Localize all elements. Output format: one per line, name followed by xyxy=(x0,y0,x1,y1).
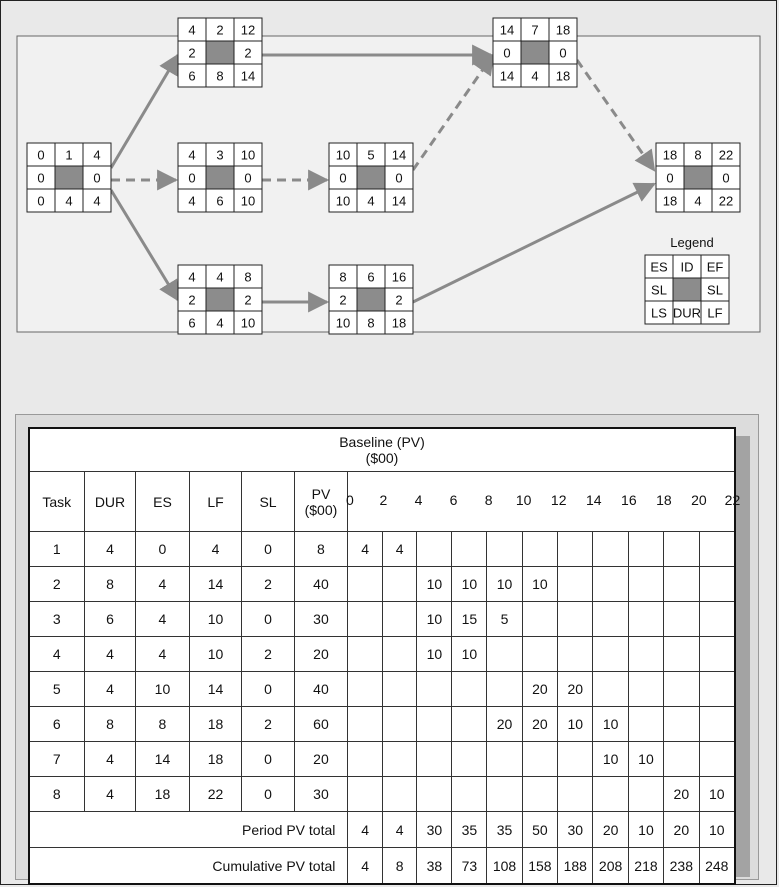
node-n7-sl-l: 0 xyxy=(503,45,511,61)
period-cell xyxy=(522,637,557,672)
sl-cell: 2 xyxy=(242,637,294,672)
period-total-cell: 20 xyxy=(664,812,699,848)
period-cell: 10 xyxy=(452,567,487,602)
period-cell xyxy=(628,602,663,637)
node-n2 xyxy=(178,18,262,87)
node-start-ef: 4 xyxy=(93,147,101,163)
period-total-cell: 4 xyxy=(348,812,383,848)
period-cell: 4 xyxy=(382,532,417,567)
col-header-lf: LF xyxy=(189,472,242,532)
node-n8-ls: 18 xyxy=(662,193,678,209)
period-total-cell: 30 xyxy=(558,812,593,848)
period-cell xyxy=(522,777,557,812)
period-cell: 5 xyxy=(487,602,522,637)
cumulative-total-cell: 108 xyxy=(487,848,522,885)
period-cell xyxy=(664,742,699,777)
period-cell xyxy=(593,637,628,672)
period-cell xyxy=(382,602,417,637)
period-cell xyxy=(452,742,487,777)
period-cell xyxy=(699,532,735,567)
period-cell xyxy=(664,707,699,742)
table-title-line1: Baseline (PV) xyxy=(339,434,425,450)
period-cell: 10 xyxy=(487,567,522,602)
period-cell xyxy=(699,672,735,707)
pv-cell: 8 xyxy=(294,532,348,567)
pv-cell: 30 xyxy=(294,777,348,812)
legend-id-cell xyxy=(673,278,701,301)
node-n7-ef: 18 xyxy=(555,22,571,38)
period-cell xyxy=(628,532,663,567)
period-cell: 10 xyxy=(593,742,628,777)
legend-ef: EF xyxy=(706,259,724,275)
node-start-ls: 0 xyxy=(37,193,45,209)
node-n2-ef: 12 xyxy=(240,22,256,38)
sl-cell: 0 xyxy=(242,742,294,777)
node-n8-sl-l: 0 xyxy=(666,170,674,186)
node-n4-sl-r: 2 xyxy=(244,292,252,308)
node-start xyxy=(27,143,111,212)
period-cell xyxy=(664,637,699,672)
node-n4-lf: 10 xyxy=(240,315,256,331)
period-cell xyxy=(487,532,522,567)
cumulative-total-cell: 238 xyxy=(664,848,699,885)
node-n6-dur: 8 xyxy=(367,315,375,331)
node-n2-id-cell xyxy=(206,41,234,64)
period-cell xyxy=(522,742,557,777)
period-cell xyxy=(699,567,735,602)
period-total-cell: 35 xyxy=(452,812,487,848)
cumulative-total-row xyxy=(29,848,735,885)
period-cell xyxy=(558,567,593,602)
cumulative-total-cell: 158 xyxy=(522,848,557,885)
period-cell xyxy=(348,672,383,707)
table-title xyxy=(29,428,735,472)
period-cell xyxy=(558,637,593,672)
period-cell xyxy=(452,672,487,707)
node-n2-sl-l: 2 xyxy=(188,45,196,61)
period-cell: 10 xyxy=(699,777,735,812)
period-cell xyxy=(452,532,487,567)
cumulative-total-cell: 218 xyxy=(628,848,663,885)
node-start-es: 0 xyxy=(37,147,45,163)
period-cell xyxy=(382,672,417,707)
node-n5 xyxy=(329,143,413,212)
period-cell: 20 xyxy=(558,672,593,707)
node-n5-ls: 10 xyxy=(335,193,351,209)
node-n5-id-label: 5 xyxy=(367,147,375,163)
col-header-sl: SL xyxy=(242,472,294,532)
legend-box xyxy=(645,255,729,324)
node-start-sl-l: 0 xyxy=(37,170,45,186)
period-cell xyxy=(558,602,593,637)
table-row xyxy=(29,777,735,812)
time-axis-header xyxy=(346,472,741,532)
period-cell: 10 xyxy=(417,567,452,602)
period-cell: 10 xyxy=(628,742,663,777)
node-n8-id-label: 8 xyxy=(694,147,702,163)
node-n4-sl-l: 2 xyxy=(188,292,196,308)
pv-cell: 30 xyxy=(294,602,348,637)
task-cell: 5 xyxy=(29,672,84,707)
node-n8-id-cell xyxy=(684,166,712,189)
task-cell: 8 xyxy=(29,777,84,812)
node-n2-sl-r: 2 xyxy=(244,45,252,61)
es-cell: 14 xyxy=(136,742,189,777)
node-n3 xyxy=(178,143,262,212)
node-n8-sl-r: 0 xyxy=(722,170,730,186)
legend-id-label: ID xyxy=(680,259,694,275)
node-n8-lf: 22 xyxy=(718,193,734,209)
sl-cell: 2 xyxy=(242,707,294,742)
node-n8 xyxy=(656,143,740,212)
period-cell xyxy=(664,672,699,707)
period-cell: 10 xyxy=(593,707,628,742)
period-total-cell: 50 xyxy=(522,812,557,848)
period-cell xyxy=(558,532,593,567)
task-cell: 7 xyxy=(29,742,84,777)
node-n3-lf: 10 xyxy=(240,193,256,209)
period-cell xyxy=(558,777,593,812)
node-n4-id-label: 4 xyxy=(216,269,224,285)
node-n6 xyxy=(329,265,413,334)
period-cell xyxy=(487,672,522,707)
node-n6-ef: 16 xyxy=(391,269,407,285)
es-cell: 10 xyxy=(136,672,189,707)
period-cell xyxy=(487,742,522,777)
time-tick-label: 18 xyxy=(656,492,672,508)
node-n6-lf: 18 xyxy=(391,315,407,331)
col-header-pv xyxy=(294,472,348,532)
lf-cell: 14 xyxy=(189,672,242,707)
sl-cell: 0 xyxy=(242,532,294,567)
node-n8-es: 18 xyxy=(662,147,678,163)
period-cell xyxy=(628,567,663,602)
node-n3-dur: 6 xyxy=(216,193,224,209)
col-header-pv-line2: ($00) xyxy=(304,501,338,518)
node-n3-ls: 4 xyxy=(188,193,196,209)
time-tick-label: 4 xyxy=(414,492,423,508)
time-tick-label: 2 xyxy=(379,492,388,508)
period-cell xyxy=(348,602,383,637)
dur-cell: 4 xyxy=(84,532,136,567)
period-cell xyxy=(558,742,593,777)
period-cell: 10 xyxy=(452,637,487,672)
period-cell: 20 xyxy=(522,672,557,707)
col-header-task: Task xyxy=(29,472,84,532)
node-n7-id-label: 7 xyxy=(531,22,539,38)
time-tick-label: 20 xyxy=(691,492,707,508)
period-cell xyxy=(382,742,417,777)
time-tick-label: 14 xyxy=(585,492,602,508)
period-total-cell: 20 xyxy=(593,812,628,848)
legend-es: ES xyxy=(650,259,668,275)
period-cell xyxy=(348,777,383,812)
pv-cell: 20 xyxy=(294,637,348,672)
sl-cell: 2 xyxy=(242,567,294,602)
period-cell xyxy=(699,637,735,672)
table-row xyxy=(29,532,735,567)
period-cell xyxy=(593,777,628,812)
node-n5-es: 10 xyxy=(335,147,351,163)
period-cell: 10 xyxy=(558,707,593,742)
dur-cell: 4 xyxy=(84,777,136,812)
pv-cell: 40 xyxy=(294,672,348,707)
period-cell xyxy=(382,637,417,672)
node-n7 xyxy=(493,18,577,87)
sl-cell: 0 xyxy=(242,602,294,637)
time-tick-label: 16 xyxy=(621,492,637,508)
node-n3-id-cell xyxy=(206,166,234,189)
period-cell xyxy=(417,777,452,812)
period-cell: 15 xyxy=(452,602,487,637)
col-header-pv-line1: PV xyxy=(311,485,331,502)
lf-cell: 18 xyxy=(189,707,242,742)
node-n3-ef: 10 xyxy=(240,147,256,163)
dur-cell: 4 xyxy=(84,742,136,777)
time-tick-label: 12 xyxy=(550,492,567,508)
node-n7-id-cell xyxy=(521,41,549,64)
time-tick-label: 10 xyxy=(515,492,532,508)
node-n7-es: 14 xyxy=(499,22,515,38)
es-cell: 0 xyxy=(136,532,189,567)
legend-ls: LS xyxy=(651,305,667,321)
lf-cell: 22 xyxy=(189,777,242,812)
period-cell: 20 xyxy=(487,707,522,742)
time-tick-label: 0 xyxy=(346,492,354,508)
pv-cell: 60 xyxy=(294,707,348,742)
period-total-cell: 10 xyxy=(628,812,663,848)
table-row xyxy=(29,707,735,742)
period-cell xyxy=(452,707,487,742)
node-n2-es: 4 xyxy=(188,22,196,38)
period-cell xyxy=(593,532,628,567)
node-n4-es: 4 xyxy=(188,269,196,285)
node-n2-id-label: 2 xyxy=(216,22,224,38)
node-n7-sl-r: 0 xyxy=(559,45,567,61)
period-cell xyxy=(593,602,628,637)
node-n6-sl-r: 2 xyxy=(395,292,403,308)
period-total-label: Period PV total xyxy=(29,812,348,848)
node-n5-ef: 14 xyxy=(391,147,407,163)
table-row xyxy=(29,672,735,707)
sl-cell: 0 xyxy=(242,672,294,707)
period-cell xyxy=(628,707,663,742)
period-cell: 20 xyxy=(664,777,699,812)
col-header-es: ES xyxy=(136,472,189,532)
node-start-dur: 4 xyxy=(65,193,73,209)
cumulative-total-cell: 38 xyxy=(417,848,452,885)
lf-cell: 18 xyxy=(189,742,242,777)
dur-cell: 4 xyxy=(84,637,136,672)
es-cell: 8 xyxy=(136,707,189,742)
node-n6-sl-l: 2 xyxy=(339,292,347,308)
time-tick-label: 8 xyxy=(484,492,493,508)
es-cell: 4 xyxy=(136,637,189,672)
period-cell: 10 xyxy=(417,637,452,672)
period-total-cell: 30 xyxy=(417,812,452,848)
task-cell: 4 xyxy=(29,637,84,672)
lf-cell: 10 xyxy=(189,602,242,637)
es-cell: 18 xyxy=(136,777,189,812)
legend-sl-r: SL xyxy=(707,282,723,298)
period-cell xyxy=(452,777,487,812)
table-row xyxy=(29,567,735,602)
node-n7-lf: 18 xyxy=(555,68,571,84)
time-tick-label: 6 xyxy=(449,492,458,508)
node-n8-dur: 4 xyxy=(694,193,702,209)
sl-cell: 0 xyxy=(242,777,294,812)
period-cell xyxy=(348,742,383,777)
period-cell xyxy=(348,637,383,672)
period-cell xyxy=(593,567,628,602)
node-n5-dur: 4 xyxy=(367,193,375,209)
node-start-id-label: 1 xyxy=(65,147,73,163)
lf-cell: 10 xyxy=(189,637,242,672)
node-n7-ls: 14 xyxy=(499,68,515,84)
network-diagram xyxy=(0,0,779,414)
node-n3-sl-l: 0 xyxy=(188,170,196,186)
node-n5-lf: 14 xyxy=(391,193,407,209)
period-cell: 10 xyxy=(522,567,557,602)
period-total-cell: 35 xyxy=(487,812,522,848)
legend-lf: LF xyxy=(707,305,723,321)
table-row xyxy=(29,602,735,637)
cumulative-total-cell: 188 xyxy=(558,848,593,885)
es-cell: 4 xyxy=(136,602,189,637)
period-cell xyxy=(382,567,417,602)
table-row xyxy=(29,637,735,672)
period-cell xyxy=(699,707,735,742)
period-cell xyxy=(382,707,417,742)
period-cell xyxy=(628,672,663,707)
cumulative-total-cell: 73 xyxy=(452,848,487,885)
period-total-cell: 4 xyxy=(382,812,417,848)
node-n5-sl-r: 0 xyxy=(395,170,403,186)
pv-cell: 40 xyxy=(294,567,348,602)
period-cell xyxy=(628,777,663,812)
dur-cell: 8 xyxy=(84,567,136,602)
period-cell xyxy=(487,637,522,672)
period-cell xyxy=(417,742,452,777)
node-n6-id-label: 6 xyxy=(367,269,375,285)
node-n5-sl-l: 0 xyxy=(339,170,347,186)
table-row xyxy=(29,742,735,777)
pv-cell: 20 xyxy=(294,742,348,777)
legend-dur: DUR xyxy=(672,305,702,321)
dur-cell: 4 xyxy=(84,672,136,707)
period-cell: 10 xyxy=(417,602,452,637)
es-cell: 4 xyxy=(136,567,189,602)
node-n6-es: 8 xyxy=(339,269,347,285)
period-cell xyxy=(699,602,735,637)
task-cell: 1 xyxy=(29,532,84,567)
period-cell xyxy=(487,777,522,812)
cumulative-total-cell: 4 xyxy=(348,848,383,885)
legend-sl-l: SL xyxy=(651,282,667,298)
lf-cell: 14 xyxy=(189,567,242,602)
node-n4-dur: 4 xyxy=(216,315,224,331)
period-cell xyxy=(664,532,699,567)
period-cell xyxy=(417,707,452,742)
period-cell: 20 xyxy=(522,707,557,742)
lf-cell: 4 xyxy=(189,532,242,567)
node-start-lf: 4 xyxy=(93,193,101,209)
period-cell xyxy=(664,602,699,637)
node-start-id-cell xyxy=(55,166,83,189)
legend-title: Legend xyxy=(670,235,714,250)
node-n6-ls: 10 xyxy=(335,315,351,331)
cumulative-total-cell: 208 xyxy=(593,848,628,885)
baseline-pv-table xyxy=(28,427,741,885)
period-cell: 4 xyxy=(348,532,383,567)
node-n7-dur: 4 xyxy=(531,68,539,84)
period-total-row xyxy=(29,812,735,848)
period-cell xyxy=(417,672,452,707)
cumulative-total-cell: 8 xyxy=(382,848,417,885)
node-n2-lf: 14 xyxy=(240,68,256,84)
cumulative-total-label: Cumulative PV total xyxy=(29,848,348,885)
period-cell xyxy=(593,672,628,707)
node-start-sl-r: 0 xyxy=(93,170,101,186)
node-n4-ls: 6 xyxy=(188,315,196,331)
node-n5-id-cell xyxy=(357,166,385,189)
node-n6-id-cell xyxy=(357,288,385,311)
node-n2-dur: 8 xyxy=(216,68,224,84)
node-n4-ef: 8 xyxy=(244,269,252,285)
period-cell xyxy=(522,602,557,637)
time-tick-label: 22 xyxy=(724,492,741,508)
dur-cell: 8 xyxy=(84,707,136,742)
period-cell xyxy=(628,637,663,672)
node-n2-ls: 6 xyxy=(188,68,196,84)
dur-cell: 6 xyxy=(84,602,136,637)
period-cell xyxy=(382,777,417,812)
period-total-cell: 10 xyxy=(699,812,735,848)
node-n8-ef: 22 xyxy=(718,147,734,163)
node-n4-id-cell xyxy=(206,288,234,311)
task-cell: 2 xyxy=(29,567,84,602)
task-cell: 6 xyxy=(29,707,84,742)
period-cell xyxy=(522,532,557,567)
col-header-dur: DUR xyxy=(84,472,136,532)
period-cell xyxy=(417,532,452,567)
task-cell: 3 xyxy=(29,602,84,637)
node-n3-sl-r: 0 xyxy=(244,170,252,186)
node-n3-id-label: 3 xyxy=(216,147,224,163)
node-n3-es: 4 xyxy=(188,147,196,163)
node-n4 xyxy=(178,265,262,334)
period-cell xyxy=(348,707,383,742)
table-title-line2: ($00) xyxy=(365,450,399,466)
period-cell xyxy=(664,567,699,602)
cumulative-total-cell: 248 xyxy=(699,848,735,885)
period-cell xyxy=(699,742,735,777)
period-cell xyxy=(348,567,383,602)
